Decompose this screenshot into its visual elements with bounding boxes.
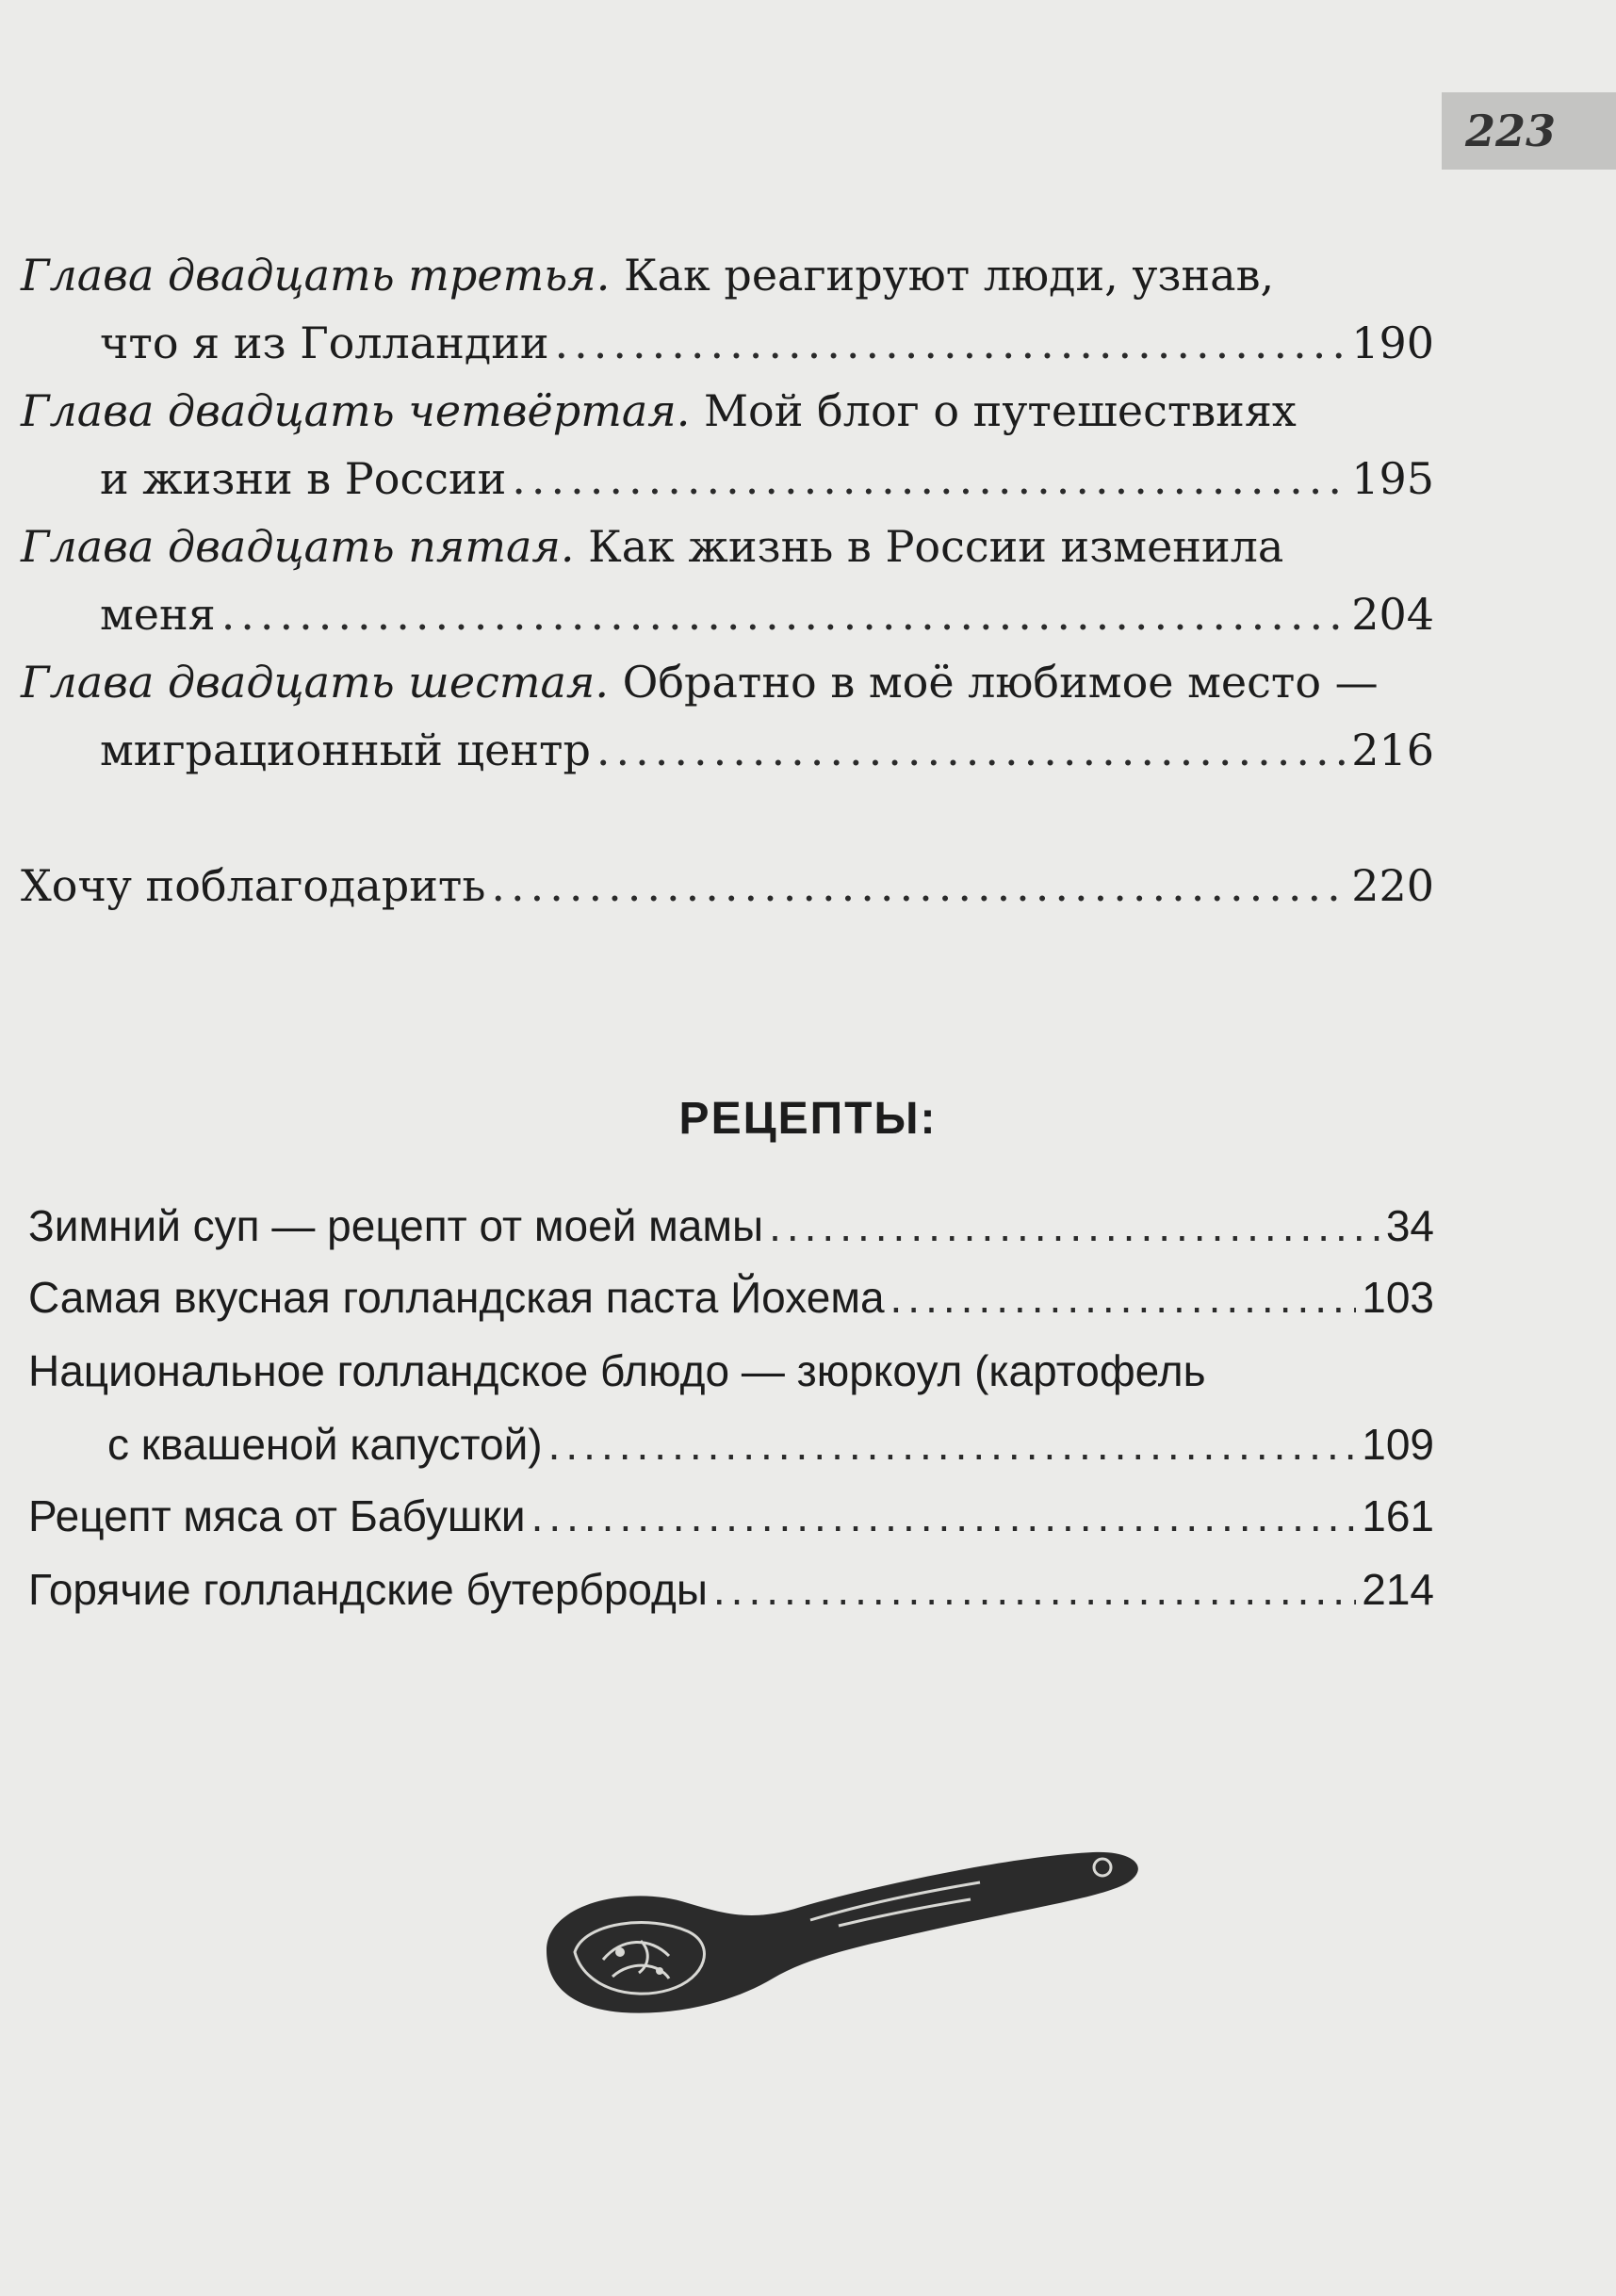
page-number: 223 bbox=[1465, 106, 1557, 156]
spoon-shape bbox=[547, 1852, 1138, 2013]
chapter-label: Глава двадцать четвёртая. bbox=[21, 385, 691, 436]
toc-entry-chapter-23[interactable] bbox=[21, 241, 1434, 377]
wooden-spoon-illustration bbox=[528, 1847, 1150, 2035]
chapter-label: Глава двадцать шестая. bbox=[21, 657, 609, 708]
page-ref: 34 bbox=[1385, 1201, 1434, 1250]
page-ref: 216 bbox=[1351, 725, 1434, 775]
page-ref: 204 bbox=[1351, 589, 1434, 640]
chapter-title: Обратно в моё любимое место — bbox=[622, 657, 1379, 708]
page-ref: 109 bbox=[1362, 1420, 1434, 1469]
chapter-title-cont: и жизни в России bbox=[100, 453, 507, 504]
chapter-title: Как жизнь в России изменила bbox=[588, 521, 1284, 572]
chapter-title-cont: что я из Голландии bbox=[100, 318, 549, 368]
chapter-title: Как реагируют люди, узнав, bbox=[623, 250, 1275, 301]
toc-entry-chapter-25[interactable] bbox=[21, 513, 1434, 648]
recipe-title-cont: с квашеной капустой) bbox=[107, 1420, 543, 1469]
recipe-entry[interactable] bbox=[28, 1479, 1434, 1553]
page-ref: 161 bbox=[1362, 1491, 1434, 1540]
page-ref: 220 bbox=[1351, 860, 1434, 911]
thanks-title: Хочу поблагодарить bbox=[21, 860, 486, 911]
page-ref: 195 bbox=[1351, 453, 1434, 504]
recipe-title: Рецепт мяса от Бабушки bbox=[28, 1491, 526, 1540]
page-ref: 190 bbox=[1351, 318, 1434, 368]
toc-entry-chapter-24[interactable] bbox=[21, 377, 1434, 513]
page-number-tab bbox=[1442, 92, 1616, 170]
recipe-entry[interactable] bbox=[28, 1189, 1434, 1262]
toc-entry-thanks[interactable] bbox=[21, 852, 1434, 920]
recipe-entry[interactable] bbox=[28, 1553, 1434, 1626]
page-ref: 103 bbox=[1362, 1273, 1434, 1322]
chapter-title-cont: меня bbox=[100, 589, 216, 640]
recipe-title: Национальное голландское блюдо — зюркоул (картофель bbox=[28, 1346, 1206, 1395]
recipe-title: Зимний суп — рецепт от моей мамы bbox=[28, 1201, 764, 1250]
recipe-entry[interactable] bbox=[28, 1261, 1434, 1334]
page-ref: 214 bbox=[1362, 1565, 1434, 1614]
chapter-label: Глава двадцать пятая. bbox=[21, 521, 575, 572]
recipe-title: Горячие голландские бутерброды bbox=[28, 1565, 708, 1614]
toc-entry-chapter-26[interactable] bbox=[21, 648, 1434, 784]
chapter-title: Мой блог о путешествиях bbox=[703, 385, 1297, 436]
recipes-heading: РЕЦЕПТЫ: bbox=[678, 1094, 938, 1144]
chapter-title-cont: миграционный центр bbox=[100, 725, 591, 775]
recipe-entry[interactable] bbox=[28, 1334, 1434, 1481]
recipe-title: Самая вкусная голландская паста Йохема bbox=[28, 1273, 885, 1322]
chapter-label: Глава двадцать третья. bbox=[21, 250, 611, 301]
